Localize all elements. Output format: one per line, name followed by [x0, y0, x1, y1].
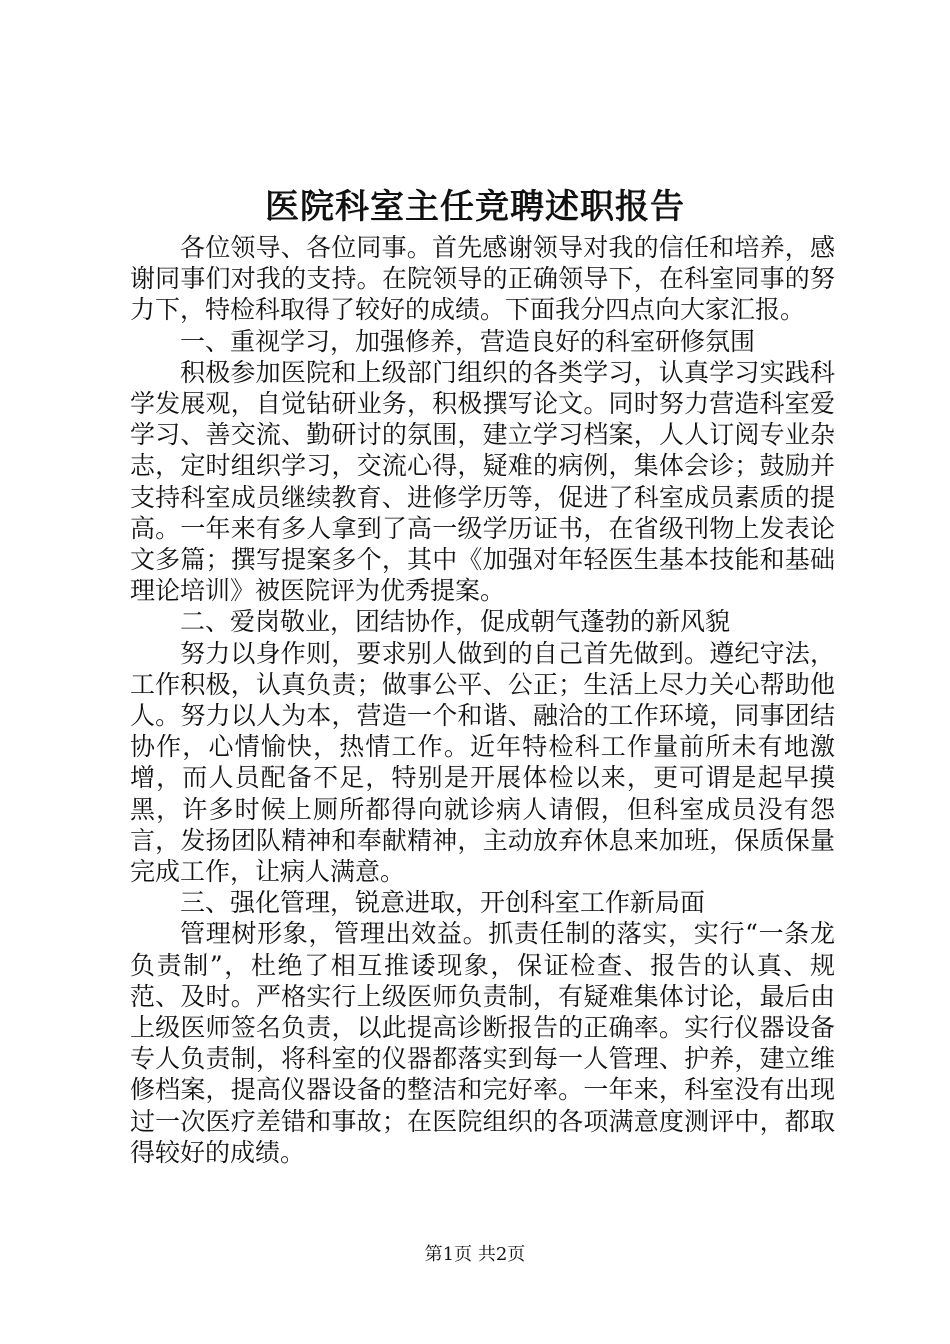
- paragraph-section-2: 努力以身作则，要求别人做到的自己首先做到。遵纪守法，工作积极，认真负责；做事公平、公正；生活上尽力关心帮助他人。努力以人为本，营造一个和谐、融洽的工作环境，同事团结协作，心情愉快，热情工作。近年特检科工作量前所未有地激增，而人员配备不足，特别是开展体检以来，更可谓是起早摸黑，许多时候上厕所都得向就诊病人请假，但科室成员没有怨言，发扬团队精神和奉献精神，主动放弃休息来加班，保质保量完成工作，让病人满意。: [130, 638, 835, 887]
- page-footer: 第1页 共2页: [424, 1244, 526, 1265]
- paragraph-intro: 各位领导、各位同事。首先感谢领导对我的信任和培养，感谢同事们对我的支持。在院领导的正确领导下，在科室同事的努力下，特检科取得了较好的成绩。下面我分四点向大家汇报。: [130, 233, 835, 325]
- paragraph-section-3: 管理树形象，管理出效益。抓责任制的落实，实行“一条龙负责制”，杜绝了相互推诿现象，保证检查、报告的认真、规范、及时。严格实行上级医师负责制，有疑难集体讨论，最后由上级医师签名负责，以此提高诊断报告的正确率。实行仪器设备专人负责制，将科室的仪器都落实到每一人管理、护养，建立维修档案，提高仪器设备的整洁和完好率。一年来，科室没有出现过一次医疗差错和事故；在医院组织的各项满意度测评中，都取得较好的成绩。: [130, 919, 835, 1167]
- section-heading-1: 一、重视学习，加强修养，营造良好的科室研修氛围: [180, 326, 756, 356]
- document-title: 医院科室主任竞聘述职报告: [265, 187, 685, 227]
- paragraph-section-1: 积极参加医院和上级部门组织的各类学习，认真学习实践科学发展观，自觉钻研业务，积极撰写论文。同时努力营造科室爱学习、善交流、勤研讨的氛围，建立学习档案，人人订阅专业杂志，定时组织学习，交流心得，疑难的病例，集体会诊；鼓励并支持科室成员继续教育、进修学历等，促进了科室成员素质的提高。一年来有多人拿到了高一级学历证书，在省级刊物上发表论文多篇；撰写提案多个，其中《加强对年轻医生基本技能和基础理论培训》被医院评为优秀提案。: [130, 357, 835, 606]
- section-heading-3: 三、强化管理，锐意进取，开创科室工作新局面: [180, 888, 706, 918]
- document-body: [130, 232, 835, 1168]
- section-heading-2: 二、爱岗敬业，团结协作，促成朝气蓬勃的新风貌: [180, 607, 731, 637]
